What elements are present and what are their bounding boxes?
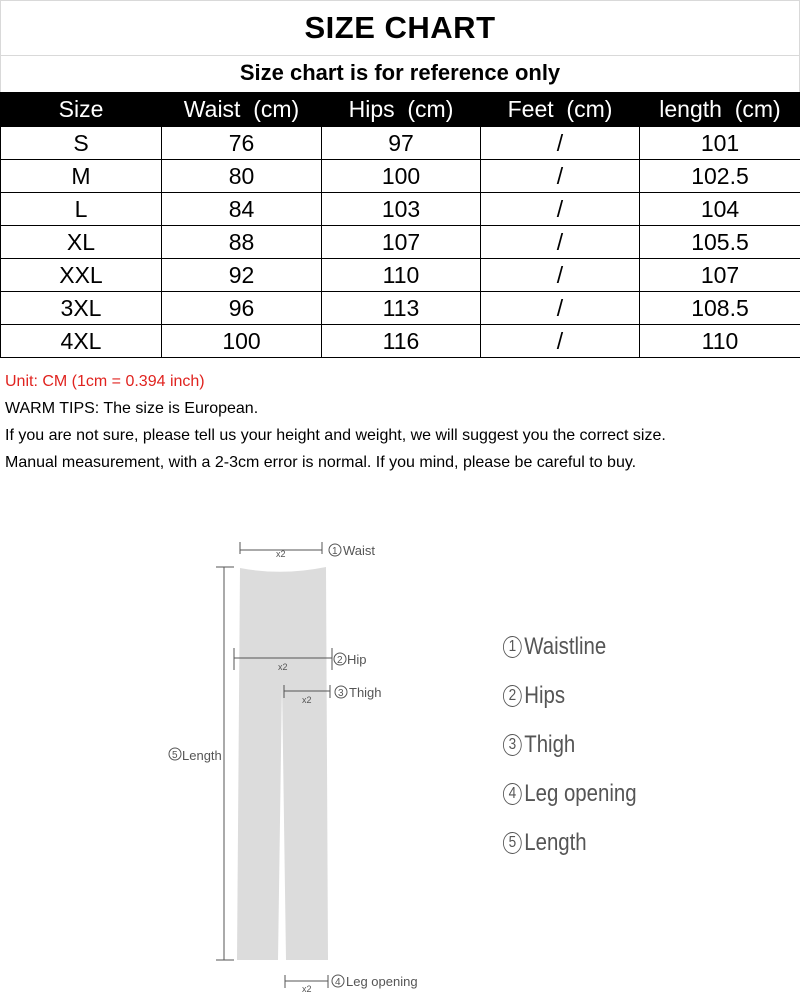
legend-label: Leg opening bbox=[524, 779, 637, 807]
legend-number: 4 bbox=[503, 783, 522, 805]
cell-size: L bbox=[1, 193, 162, 226]
legend-item-thigh bbox=[503, 720, 637, 769]
column-header-feet: Feet (cm) bbox=[481, 93, 640, 127]
cell-hips: 110 bbox=[322, 259, 481, 292]
table-row bbox=[1, 193, 800, 226]
table-row bbox=[1, 226, 800, 259]
cell-size: S bbox=[1, 127, 162, 160]
leg-opening-number: 4 bbox=[335, 977, 341, 988]
cell-feet: / bbox=[481, 325, 640, 358]
legend-item-length bbox=[503, 818, 637, 867]
legend-label: Length bbox=[524, 828, 587, 856]
cell-feet: / bbox=[481, 193, 640, 226]
cell-feet: / bbox=[481, 160, 640, 193]
legend-number: 1 bbox=[503, 636, 522, 658]
table-header-row bbox=[1, 93, 800, 127]
cell-size: XXL bbox=[1, 259, 162, 292]
cell-feet: / bbox=[481, 226, 640, 259]
cell-size: 3XL bbox=[1, 292, 162, 325]
cell-hips: 113 bbox=[322, 292, 481, 325]
table-row bbox=[1, 160, 800, 193]
cell-length: 104 bbox=[640, 193, 800, 226]
cell-waist: 92 bbox=[162, 259, 322, 292]
leg-opening-label: Leg opening bbox=[346, 974, 418, 989]
cell-size: XL bbox=[1, 226, 162, 259]
cell-hips: 100 bbox=[322, 160, 481, 193]
cell-feet: / bbox=[481, 292, 640, 325]
cell-length: 108.5 bbox=[640, 292, 800, 325]
column-header-waist: Waist (cm) bbox=[162, 93, 322, 127]
cell-size: 4XL bbox=[1, 325, 162, 358]
cell-length: 107 bbox=[640, 259, 800, 292]
hip-number: 2 bbox=[337, 655, 343, 666]
advice-note: If you are not sure, please tell us your height and weight, we will suggest you the correct size. bbox=[5, 427, 666, 444]
thigh-number: 3 bbox=[338, 688, 344, 699]
cell-hips: 103 bbox=[322, 193, 481, 226]
waist-number: 1 bbox=[332, 546, 338, 557]
length-label: Length bbox=[182, 748, 222, 763]
size-notes bbox=[5, 368, 666, 476]
table-row bbox=[1, 127, 800, 160]
legend-label: Waistline bbox=[524, 632, 607, 660]
thigh-label: Thigh bbox=[349, 685, 382, 700]
cell-length: 110 bbox=[640, 325, 800, 358]
cell-waist: 100 bbox=[162, 325, 322, 358]
legend-label: Thigh bbox=[524, 730, 576, 758]
cell-waist: 84 bbox=[162, 193, 322, 226]
x2-label: x2 bbox=[302, 984, 312, 994]
size-table bbox=[0, 92, 800, 358]
cell-waist: 80 bbox=[162, 160, 322, 193]
table-row bbox=[1, 259, 800, 292]
waist-measure bbox=[240, 542, 375, 559]
legend-number: 3 bbox=[503, 734, 522, 756]
cell-hips: 97 bbox=[322, 127, 481, 160]
cell-hips: 107 bbox=[322, 226, 481, 259]
chart-title: SIZE CHART bbox=[0, 0, 800, 56]
pants-measurement-diagram bbox=[150, 520, 450, 1000]
cell-waist: 76 bbox=[162, 127, 322, 160]
legend-item-waistline bbox=[503, 622, 637, 671]
legend-item-hips bbox=[503, 671, 637, 720]
legend-number: 5 bbox=[503, 832, 522, 854]
cell-hips: 116 bbox=[322, 325, 481, 358]
legend-number: 2 bbox=[503, 685, 522, 707]
error-note: Manual measurement, with a 2-3cm error is normal. If you mind, please be careful to buy. bbox=[5, 454, 637, 471]
pants-silhouette bbox=[237, 567, 328, 960]
cell-length: 105.5 bbox=[640, 226, 800, 259]
cell-waist: 96 bbox=[162, 292, 322, 325]
cell-length: 101 bbox=[640, 127, 800, 160]
legend-label: Hips bbox=[524, 681, 566, 709]
length-measure bbox=[169, 567, 234, 960]
hip-label: Hip bbox=[347, 652, 367, 667]
column-header-size: Size bbox=[1, 93, 162, 127]
column-header-hips: Hips (cm) bbox=[322, 93, 481, 127]
cell-size: M bbox=[1, 160, 162, 193]
chart-subtitle: Size chart is for reference only bbox=[0, 54, 800, 92]
length-number: 5 bbox=[172, 750, 178, 761]
table-row bbox=[1, 325, 800, 358]
x2-label: x2 bbox=[276, 549, 286, 559]
cell-feet: / bbox=[481, 127, 640, 160]
waist-label: Waist bbox=[343, 543, 376, 558]
cell-length: 102.5 bbox=[640, 160, 800, 193]
table-row bbox=[1, 292, 800, 325]
x2-label: x2 bbox=[278, 662, 288, 672]
cell-feet: / bbox=[481, 259, 640, 292]
leg-opening-measure bbox=[285, 974, 418, 994]
column-header-length: length (cm) bbox=[640, 93, 800, 127]
unit-note: Unit: CM (1cm = 0.394 inch) bbox=[5, 373, 205, 390]
warm-tips-note: WARM TIPS: The size is European. bbox=[5, 400, 259, 417]
measurement-legend bbox=[503, 622, 660, 867]
legend-item-leg-opening bbox=[503, 769, 637, 818]
cell-waist: 88 bbox=[162, 226, 322, 259]
x2-label: x2 bbox=[302, 695, 312, 705]
